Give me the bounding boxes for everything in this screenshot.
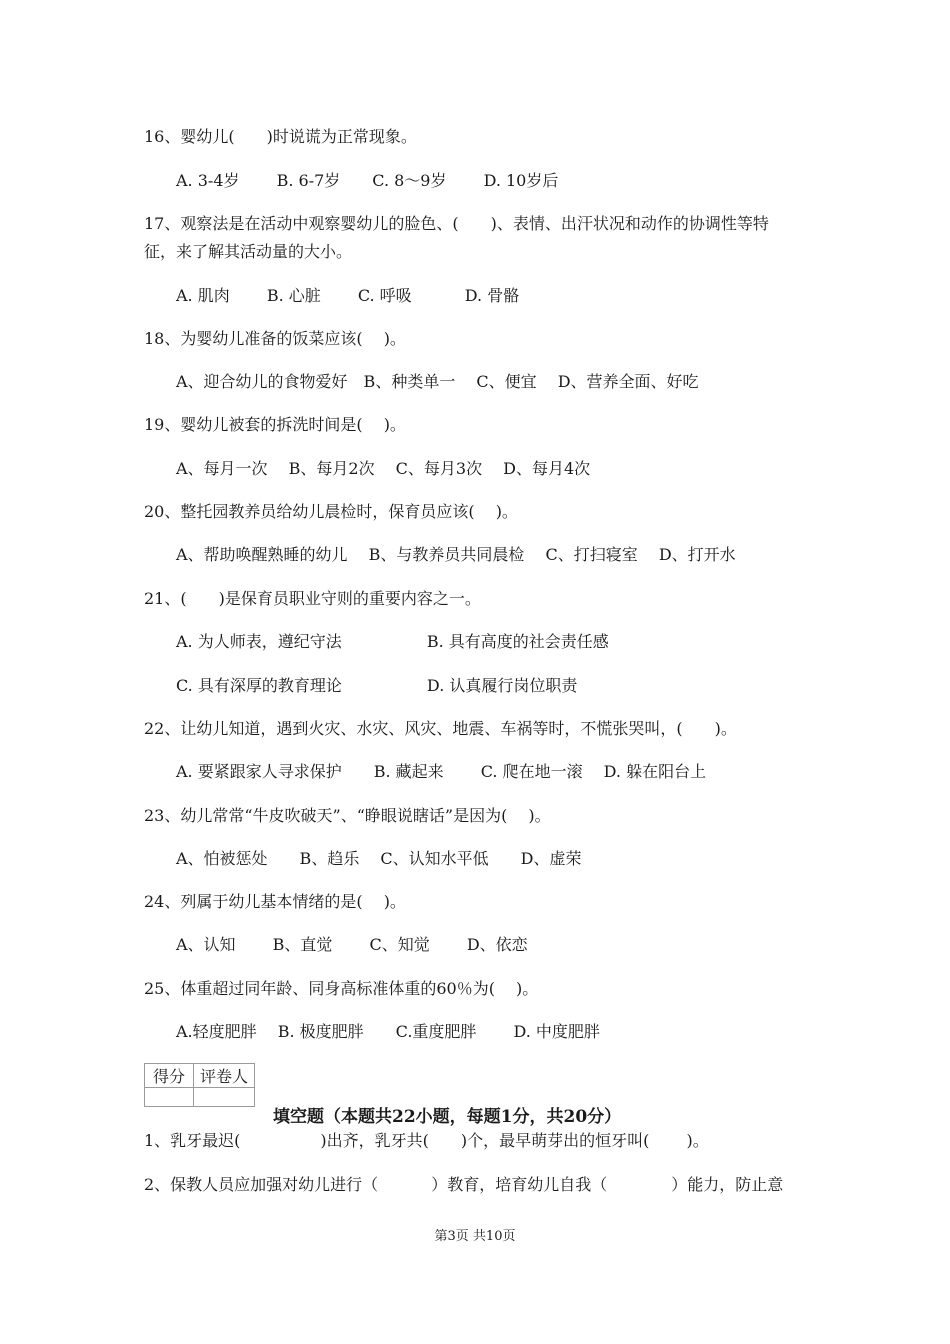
question-17-options: A. 肌肉 B. 心脏 C. 呼吸 D. 骨骼 xyxy=(176,286,520,305)
score-header: 得分 xyxy=(145,1064,194,1088)
page-footer: 第3页 共10页 xyxy=(434,1229,516,1244)
grader-header: 评卷人 xyxy=(194,1064,255,1088)
question-25-stem: 25、体重超过同年龄、同身高标准体重的60％为( )。 xyxy=(144,979,539,998)
question-22-stem: 22、让幼儿知道，遇到火灾、水灾、风灾、地震、车祸等时，不慌张哭叫，( )。 xyxy=(144,719,737,738)
fill-question-1: 1、乳牙最迟( )出齐，乳牙共( )个，最早萌芽出的恒牙叫( )。 xyxy=(144,1131,709,1150)
question-22-options: A. 要紧跟家人寻求保护 B. 藏起来 C. 爬在地一滚 D. 躲在阳台上 xyxy=(176,762,707,781)
score-table xyxy=(144,1063,255,1107)
question-25-options: A.轻度肥胖 B. 极度肥胖 C.重度肥胖 D. 中度肥胖 xyxy=(176,1022,600,1041)
question-21-stem: 21、( )是保育员职业守则的重要内容之一。 xyxy=(144,589,481,608)
question-20-stem: 20、整托园教养员给幼儿晨检时，保育员应该( )。 xyxy=(144,502,518,521)
question-23-stem: 23、幼儿常常“牛皮吹破天”、“睁眼说瞎话”是因为( )。 xyxy=(144,806,551,825)
grader-cell xyxy=(194,1088,255,1107)
question-16-options: A. 3-4岁 B. 6-7岁 C. 8～9岁 D. 10岁后 xyxy=(176,171,559,190)
question-24-stem: 24、列属于幼儿基本情绪的是( )。 xyxy=(144,892,406,911)
question-24-options: A、认知 B、直觉 C、知觉 D、依恋 xyxy=(176,935,528,954)
question-21-options-2: C. 具有深厚的教育理论 D. 认真履行岗位职责 xyxy=(176,676,578,695)
fill-question-2: 2、保教人员应加强对幼儿进行（ ）教育，培育幼儿自我（ ）能力，防止意 xyxy=(144,1175,784,1194)
question-21-options-1: A. 为人师表，遵纪守法 B. 具有高度的社会责任感 xyxy=(176,632,609,651)
question-17-stem: 17、观察法是在活动中观察婴幼儿的脸色、( )、表情、出汗状况和动作的协调性等特 xyxy=(144,214,769,233)
question-19-options: A、每月一次 B、每月2次 C、每月3次 D、每月4次 xyxy=(176,459,591,478)
question-18-stem: 18、为婴幼儿准备的饭菜应该( )。 xyxy=(144,329,406,348)
question-16-stem: 16、婴幼儿( )时说谎为正常现象。 xyxy=(144,127,417,146)
question-19-stem: 19、婴幼儿被套的拆洗时间是( )。 xyxy=(144,415,406,434)
section-title-fill-in: 填空题（本题共22小题，每题1分，共20分） xyxy=(273,1107,622,1127)
score-cell xyxy=(145,1088,194,1107)
question-23-options: A、怕被惩处 B、趋乐 C、认知水平低 D、虚荣 xyxy=(176,849,582,868)
question-18-options: A、迎合幼儿的食物爱好 B、种类单一 C、便宜 D、营养全面、好吃 xyxy=(176,372,699,391)
question-17-stem-cont: 征，来了解其活动量的大小。 xyxy=(144,242,353,261)
question-20-options: A、帮助唤醒熟睡的幼儿 B、与教养员共同晨检 C、打扫寝室 D、打开水 xyxy=(176,545,736,564)
